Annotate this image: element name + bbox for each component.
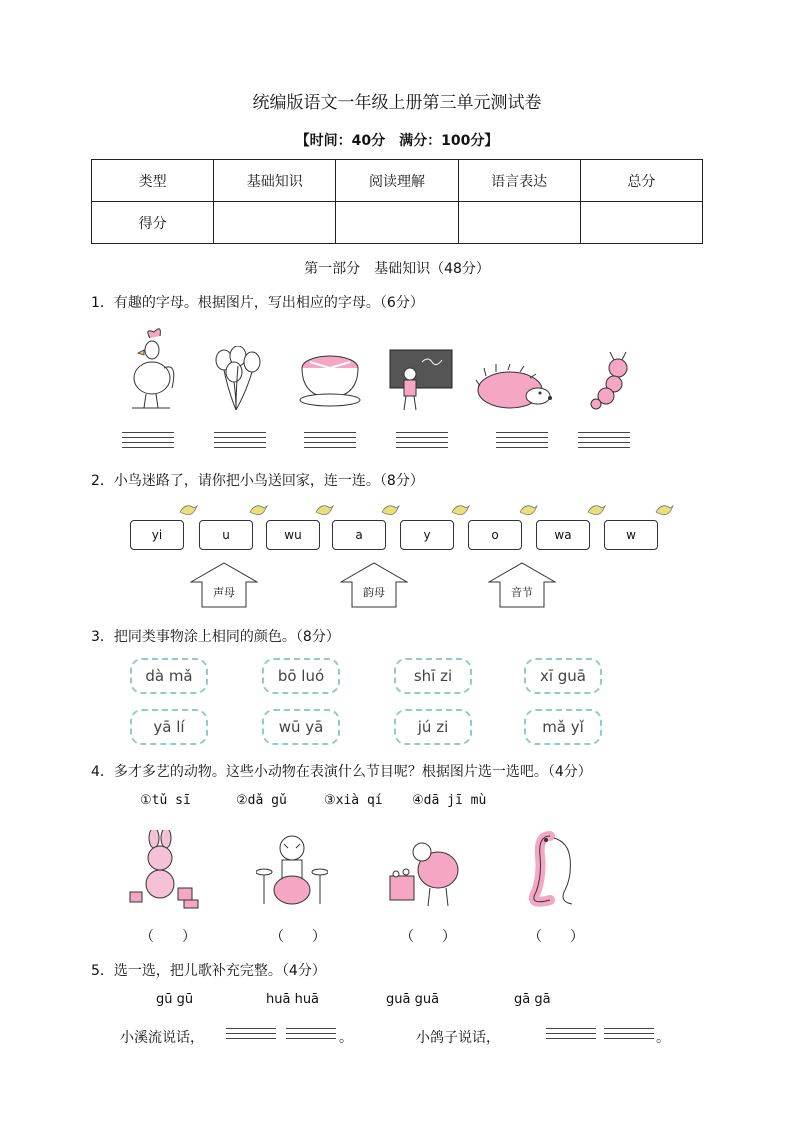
- hedgehog-icon: [472, 364, 556, 410]
- option-2: ②dǎ gǔ: [236, 793, 287, 808]
- pinyin-chip[interactable]: wū yā: [262, 709, 340, 745]
- period: 。: [656, 1030, 670, 1046]
- writing-lines[interactable]: [214, 428, 266, 450]
- pinyin-chip[interactable]: shī zi: [394, 658, 472, 694]
- table-header: 总分: [580, 160, 702, 202]
- question-4: 4．多才多艺的动物。这些小动物在表演什么节目呢？根据图片选一选吧。（4分）: [91, 764, 592, 780]
- option-3: ③xià qí: [324, 793, 383, 808]
- answer-paren[interactable]: （ ）: [400, 929, 456, 945]
- house-vowel[interactable]: [340, 562, 408, 608]
- syllable-card[interactable]: u: [199, 520, 253, 550]
- option-1: ①tǔ sī: [140, 793, 191, 808]
- rhyme-line-1: 小溪流说话，: [120, 1030, 204, 1046]
- house-label: 声母: [213, 586, 235, 599]
- score-cell[interactable]: [214, 202, 336, 244]
- pinyin-option: gā gā: [514, 992, 551, 1007]
- score-table: [91, 159, 703, 244]
- pinyin-chip[interactable]: mǎ yǐ: [524, 709, 602, 745]
- writing-lines[interactable]: [496, 428, 548, 450]
- writing-lines[interactable]: [396, 428, 448, 450]
- syllable-card[interactable]: yi: [130, 520, 184, 550]
- pinyin-chip[interactable]: bō luó: [262, 658, 340, 694]
- table-header: 基础知识: [214, 160, 336, 202]
- score-cell[interactable]: [580, 202, 702, 244]
- blackboard-icon: [388, 348, 456, 412]
- writing-lines[interactable]: [578, 428, 630, 450]
- option-4: ④dā jī mù: [412, 793, 487, 808]
- answer-paren[interactable]: （ ）: [140, 929, 196, 945]
- rabbit-blocks-icon: [128, 830, 202, 910]
- question-2: 2．小鸟迷路了，请你把小鸟送回家，连一连。（8分）: [91, 473, 424, 489]
- worm-icon: [516, 828, 582, 908]
- bird-icon: [654, 502, 674, 520]
- score-cell[interactable]: [458, 202, 580, 244]
- answer-paren[interactable]: （ ）: [528, 929, 584, 945]
- bird-icon: [314, 502, 334, 520]
- rooster-icon: [124, 328, 176, 412]
- writing-lines[interactable]: [286, 1024, 336, 1042]
- syllable-card[interactable]: w: [604, 520, 658, 550]
- table-header: 阅读理解: [336, 160, 458, 202]
- exam-info: 【时间：40分 满分：100分】: [295, 133, 499, 149]
- writing-lines[interactable]: [122, 428, 174, 450]
- row-label: 得分: [92, 202, 214, 244]
- question-1: 1．有趣的字母。根据图片，写出相应的字母。（6分）: [91, 295, 424, 311]
- pinyin-chip[interactable]: xī guā: [524, 658, 602, 694]
- writing-lines[interactable]: [304, 428, 356, 450]
- score-cell[interactable]: [336, 202, 458, 244]
- pinyin-chip[interactable]: jú zi: [394, 709, 472, 745]
- writing-lines[interactable]: [546, 1024, 596, 1042]
- question-5: 5．选一选，把儿歌补充完整。（4分）: [91, 963, 326, 979]
- answer-paren[interactable]: （ ）: [270, 929, 326, 945]
- rhyme-line-2: 小鸽子说话，: [416, 1030, 500, 1046]
- bird-icon: [586, 502, 606, 520]
- house-label: 音节: [511, 586, 533, 599]
- bird-icon: [518, 502, 538, 520]
- house-label: 韵母: [363, 586, 385, 599]
- pinyin-chip[interactable]: dà mǎ: [130, 658, 208, 694]
- bowl-icon: [298, 350, 362, 408]
- syllable-card[interactable]: a: [332, 520, 386, 550]
- turtle-chess-icon: [384, 836, 464, 910]
- table-header: 类型: [92, 160, 214, 202]
- balloons-icon: [210, 346, 266, 412]
- house-consonant[interactable]: [190, 562, 258, 608]
- house-syllable[interactable]: [488, 562, 556, 608]
- writing-lines[interactable]: [226, 1024, 276, 1042]
- pinyin-option: guā guā: [386, 992, 440, 1007]
- bird-icon: [450, 502, 470, 520]
- syllable-card[interactable]: wu: [266, 520, 320, 550]
- bird-icon: [178, 502, 198, 520]
- caterpillar-icon: [584, 350, 634, 410]
- bird-icon: [380, 502, 400, 520]
- pinyin-chip[interactable]: yā lí: [130, 709, 208, 745]
- bird-icon: [248, 502, 268, 520]
- writing-lines[interactable]: [604, 1024, 654, 1042]
- page-title: 统编版语文一年级上册第三单元测试卷: [252, 93, 542, 113]
- syllable-card[interactable]: wa: [536, 520, 590, 550]
- table-header: 语言表达: [458, 160, 580, 202]
- syllable-card[interactable]: o: [468, 520, 522, 550]
- syllable-card[interactable]: y: [400, 520, 454, 550]
- section-heading: 第一部分 基础知识（48分）: [304, 261, 490, 277]
- question-3: 3．把同类事物涂上相同的颜色。（8分）: [91, 629, 340, 645]
- pinyin-option: huā huā: [266, 992, 320, 1007]
- period: 。: [339, 1030, 353, 1046]
- pinyin-option: gū gū: [156, 992, 194, 1007]
- tiger-drum-icon: [256, 828, 328, 908]
